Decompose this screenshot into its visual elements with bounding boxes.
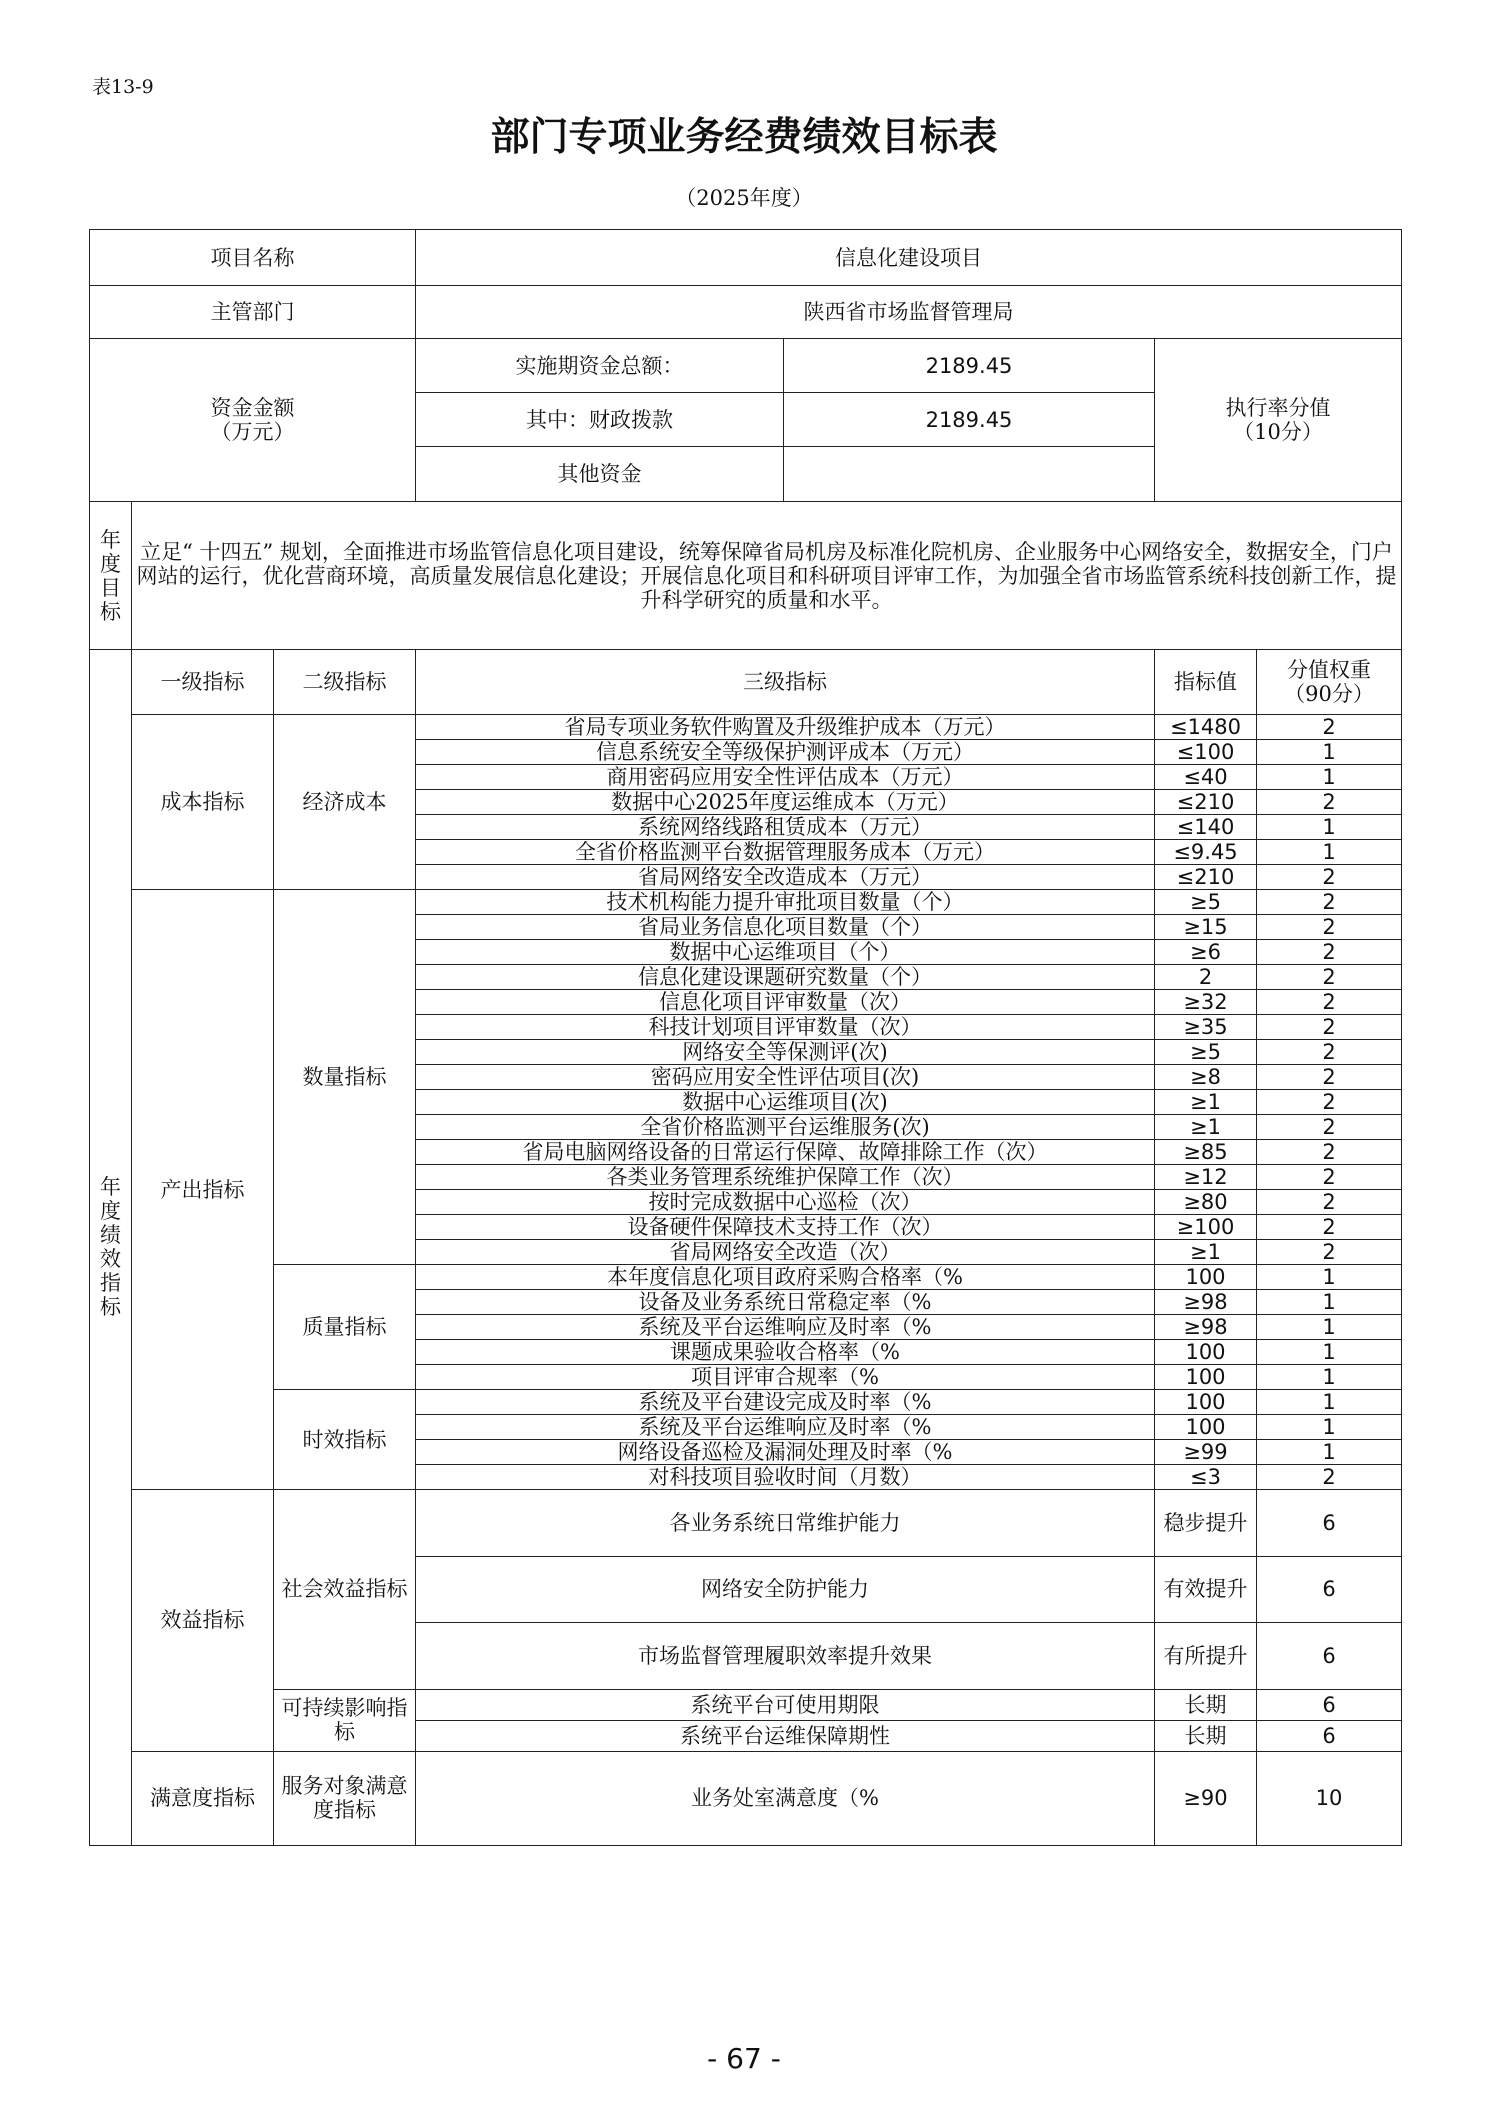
label-char: 度 (100, 551, 121, 576)
indicator-value: 稳步提升 (1155, 1490, 1257, 1557)
exec-rate-label (1155, 339, 1402, 502)
total-fund-value: 2189.45 (784, 339, 1155, 393)
header-value: 指标值 (1155, 650, 1257, 715)
fiscal-fund-value: 2189.45 (784, 393, 1155, 447)
level3-indicator: 系统及平台建设完成及时率（% (416, 1390, 1155, 1415)
label-char: 年 (100, 1175, 121, 1200)
level3-indicator: 科技计划项目评审数量（次） (416, 1015, 1155, 1040)
indicator-value: ≥35 (1155, 1015, 1257, 1040)
level3-indicator: 省局专项业务软件购置及升级维护成本（万元） (416, 715, 1155, 740)
header-weight (1257, 650, 1402, 715)
indicator-weight: 2 (1257, 915, 1402, 940)
header-level2: 二级指标 (274, 650, 416, 715)
indicator-value: ≤140 (1155, 815, 1257, 840)
level3-indicator: 设备硬件保障技术支持工作（次） (416, 1215, 1155, 1240)
indicator-value: ≤1480 (1155, 715, 1257, 740)
level3-indicator: 本年度信息化项目政府采购合格率（% (416, 1265, 1155, 1290)
fiscal-fund-label: 其中：财政拨款 (416, 393, 784, 447)
header-weight-line2: （90分） (1284, 682, 1374, 706)
indicator-value: ≥1 (1155, 1090, 1257, 1115)
label-char: 效 (100, 1247, 121, 1272)
level3-indicator: 各类业务管理系统维护保障工作（次） (416, 1165, 1155, 1190)
indicator-row (90, 1390, 1402, 1415)
indicator-value: ≥12 (1155, 1165, 1257, 1190)
level3-indicator: 对科技项目验收时间（月数） (416, 1465, 1155, 1490)
performance-target-table (89, 229, 1402, 1846)
level3-indicator: 按时完成数据中心巡检（次） (416, 1190, 1155, 1215)
other-fund-label: 其他资金 (416, 447, 784, 502)
indicator-value: ≤210 (1155, 790, 1257, 815)
level3-indicator: 系统及平台运维响应及时率（% (416, 1415, 1155, 1440)
label-char: 标 (100, 1295, 121, 1320)
dept-value: 陕西省市场监督管理局 (416, 286, 1402, 339)
level3-indicator: 全省价格监测平台数据管理服务成本（万元） (416, 840, 1155, 865)
fund-amount-label-line1: 资金金额 (210, 396, 295, 420)
level3-indicator: 系统网络线路租赁成本（万元） (416, 815, 1155, 840)
indicator-weight: 1 (1257, 1390, 1402, 1415)
indicator-weight: 1 (1257, 1265, 1402, 1290)
indicator-weight: 2 (1257, 1190, 1402, 1215)
indicator-weight: 2 (1257, 940, 1402, 965)
level2-indicator: 时效指标 (274, 1390, 416, 1490)
indicator-weight: 1 (1257, 1365, 1402, 1390)
level3-indicator: 课题成果验收合格率（% (416, 1340, 1155, 1365)
table-number-label: 表13-9 (92, 76, 154, 98)
level3-indicator: 系统及平台运维响应及时率（% (416, 1315, 1155, 1340)
other-fund-value (784, 447, 1155, 502)
label-char: 度 (100, 1199, 121, 1224)
project-name-value: 信息化建设项目 (416, 230, 1402, 286)
level2-indicator: 可持续影响指标 (274, 1689, 416, 1751)
level3-indicator: 省局网络安全改造（次） (416, 1240, 1155, 1265)
indicator-value: ≥90 (1155, 1751, 1257, 1845)
indicator-row (90, 715, 1402, 740)
indicator-value: ≤100 (1155, 740, 1257, 765)
indicator-row (90, 1265, 1402, 1290)
indicator-value: ≤3 (1155, 1465, 1257, 1490)
page-title: 部门专项业务经费绩效目标表 (490, 115, 998, 160)
level2-indicator: 社会效益指标 (274, 1490, 416, 1690)
level3-indicator: 商用密码应用安全性评估成本（万元） (416, 765, 1155, 790)
indicator-value: ≥1 (1155, 1115, 1257, 1140)
indicator-weight: 2 (1257, 1215, 1402, 1240)
level2-indicator: 数量指标 (274, 890, 416, 1265)
header-level3: 三级指标 (416, 650, 1155, 715)
indicator-weight: 1 (1257, 1315, 1402, 1340)
indicator-value: ≥5 (1155, 1040, 1257, 1065)
label-char: 标 (100, 599, 121, 624)
indicator-value: 100 (1155, 1340, 1257, 1365)
indicator-value: ≥80 (1155, 1190, 1257, 1215)
indicator-weight: 2 (1257, 890, 1402, 915)
exec-rate-label-line2: （10分） (1233, 420, 1323, 444)
level3-indicator: 网络安全防护能力 (416, 1556, 1155, 1623)
level3-indicator: 信息系统安全等级保护测评成本（万元） (416, 740, 1155, 765)
indicator-weight: 2 (1257, 1090, 1402, 1115)
label-char: 目 (100, 575, 121, 600)
indicator-weight: 1 (1257, 1440, 1402, 1465)
level3-indicator: 省局电脑网络设备的日常运行保障、故障排除工作（次） (416, 1140, 1155, 1165)
label-char: 指 (100, 1271, 121, 1296)
indicator-value: ≥8 (1155, 1065, 1257, 1090)
level3-indicator: 市场监督管理履职效率提升效果 (416, 1623, 1155, 1690)
level3-indicator: 省局网络安全改造成本（万元） (416, 865, 1155, 890)
indicator-weight: 10 (1257, 1751, 1402, 1845)
indicator-value: 长期 (1155, 1689, 1257, 1720)
level3-indicator: 信息化建设课题研究数量（个） (416, 965, 1155, 990)
indicator-weight: 2 (1257, 1065, 1402, 1090)
level2-indicator: 质量指标 (274, 1265, 416, 1390)
indicator-value: 有效提升 (1155, 1556, 1257, 1623)
level3-indicator: 数据中心运维项目(次) (416, 1090, 1155, 1115)
indicator-weight: 2 (1257, 1140, 1402, 1165)
header-weight-line1: 分值权重 (1287, 658, 1371, 682)
level3-indicator: 系统平台可使用期限 (416, 1689, 1155, 1720)
indicator-value: 100 (1155, 1390, 1257, 1415)
indicator-row (90, 1490, 1402, 1557)
indicator-value: 长期 (1155, 1720, 1257, 1751)
header-level1: 一级指标 (132, 650, 274, 715)
level3-indicator: 设备及业务系统日常稳定率（% (416, 1290, 1155, 1315)
indicator-row (90, 890, 1402, 915)
indicator-weight: 2 (1257, 790, 1402, 815)
fiscal-year: （2025年度） (675, 186, 813, 210)
indicator-value: ≥15 (1155, 915, 1257, 940)
level3-indicator: 信息化项目评审数量（次） (416, 990, 1155, 1015)
indicator-value: ≥1 (1155, 1240, 1257, 1265)
indicator-value: ≤40 (1155, 765, 1257, 790)
annual-goal-label (90, 502, 132, 650)
indicator-weight: 2 (1257, 1040, 1402, 1065)
indicator-weight: 2 (1257, 1240, 1402, 1265)
level3-indicator: 技术机构能力提升审批项目数量（个） (416, 890, 1155, 915)
indicator-weight: 1 (1257, 1290, 1402, 1315)
level2-indicator: 经济成本 (274, 715, 416, 890)
indicator-weight: 6 (1257, 1556, 1402, 1623)
level3-indicator: 各业务系统日常维护能力 (416, 1490, 1155, 1557)
annual-performance-label (90, 650, 132, 1846)
level3-indicator: 系统平台运维保障期性 (416, 1720, 1155, 1751)
indicator-value: ≥98 (1155, 1290, 1257, 1315)
indicator-weight: 6 (1257, 1720, 1402, 1751)
level1-indicator: 效益指标 (132, 1490, 274, 1752)
indicator-weight: 6 (1257, 1623, 1402, 1690)
level3-indicator: 全省价格监测平台运维服务(次) (416, 1115, 1155, 1140)
indicator-value: ≥5 (1155, 890, 1257, 915)
indicator-value: ≤9.45 (1155, 840, 1257, 865)
label-char: 绩 (100, 1223, 121, 1248)
level3-indicator: 项目评审合规率（% (416, 1365, 1155, 1390)
annual-goal-text: 立足“ 十四五” 规划，全面推进市场监管信息化项目建设，统筹保障省局机房及标准化院机房、企业服务中心网络安全，数据安全，门户网站的运行，优化营商环境，高质量发展信息化建设；开展信息化项目和科研项目评审工作，为加强全省市场监管系统科技创新工作，提升科学研究的质量和水平。 (132, 502, 1402, 650)
indicator-row (90, 1689, 1402, 1720)
indicator-weight: 2 (1257, 1465, 1402, 1490)
indicator-weight: 2 (1257, 1165, 1402, 1190)
level2-indicator: 服务对象满意度指标 (274, 1751, 416, 1845)
indicator-value: 2 (1155, 965, 1257, 990)
indicator-weight: 2 (1257, 965, 1402, 990)
level3-indicator: 网络设备巡检及漏洞处理及时率（% (416, 1440, 1155, 1465)
fund-amount-label-line2: （万元） (210, 420, 295, 444)
indicator-value: ≥99 (1155, 1440, 1257, 1465)
indicator-weight: 6 (1257, 1490, 1402, 1557)
level3-indicator: 业务处室满意度（% (416, 1751, 1155, 1845)
indicator-value: 100 (1155, 1415, 1257, 1440)
level1-indicator: 产出指标 (132, 890, 274, 1490)
level1-indicator: 满意度指标 (132, 1751, 274, 1845)
indicator-weight: 1 (1257, 840, 1402, 865)
indicator-weight: 2 (1257, 715, 1402, 740)
indicator-value: 100 (1155, 1365, 1257, 1390)
fund-amount-label (90, 339, 416, 502)
indicator-value: ≥98 (1155, 1315, 1257, 1340)
indicator-value: ≥6 (1155, 940, 1257, 965)
indicator-weight: 1 (1257, 815, 1402, 840)
indicator-value: ≤210 (1155, 865, 1257, 890)
level3-indicator: 省局业务信息化项目数量（个） (416, 915, 1155, 940)
indicator-value: ≥32 (1155, 990, 1257, 1015)
level3-indicator: 数据中心2025年度运维成本（万元） (416, 790, 1155, 815)
total-fund-label: 实施期资金总额： (416, 339, 784, 393)
indicator-weight: 1 (1257, 1340, 1402, 1365)
indicator-weight: 2 (1257, 1015, 1402, 1040)
page-number: - 67 - (707, 2042, 781, 2075)
dept-label: 主管部门 (90, 286, 416, 339)
indicator-value: 有所提升 (1155, 1623, 1257, 1690)
indicator-value: 100 (1155, 1265, 1257, 1290)
label-char: 年 (100, 527, 121, 552)
level3-indicator: 网络安全等保测评(次) (416, 1040, 1155, 1065)
indicator-weight: 6 (1257, 1689, 1402, 1720)
level3-indicator: 数据中心运维项目（个） (416, 940, 1155, 965)
indicator-weight: 1 (1257, 740, 1402, 765)
indicator-value: ≥100 (1155, 1215, 1257, 1240)
indicator-weight: 2 (1257, 990, 1402, 1015)
project-name-label: 项目名称 (90, 230, 416, 286)
exec-rate-label-line1: 执行率分值 (1225, 396, 1331, 420)
indicator-weight: 1 (1257, 765, 1402, 790)
indicator-weight: 2 (1257, 1115, 1402, 1140)
level3-indicator: 密码应用安全性评估项目(次) (416, 1065, 1155, 1090)
level1-indicator: 成本指标 (132, 715, 274, 890)
indicator-weight: 2 (1257, 865, 1402, 890)
indicator-weight: 1 (1257, 1415, 1402, 1440)
indicator-row (90, 1751, 1402, 1845)
indicator-value: ≥85 (1155, 1140, 1257, 1165)
